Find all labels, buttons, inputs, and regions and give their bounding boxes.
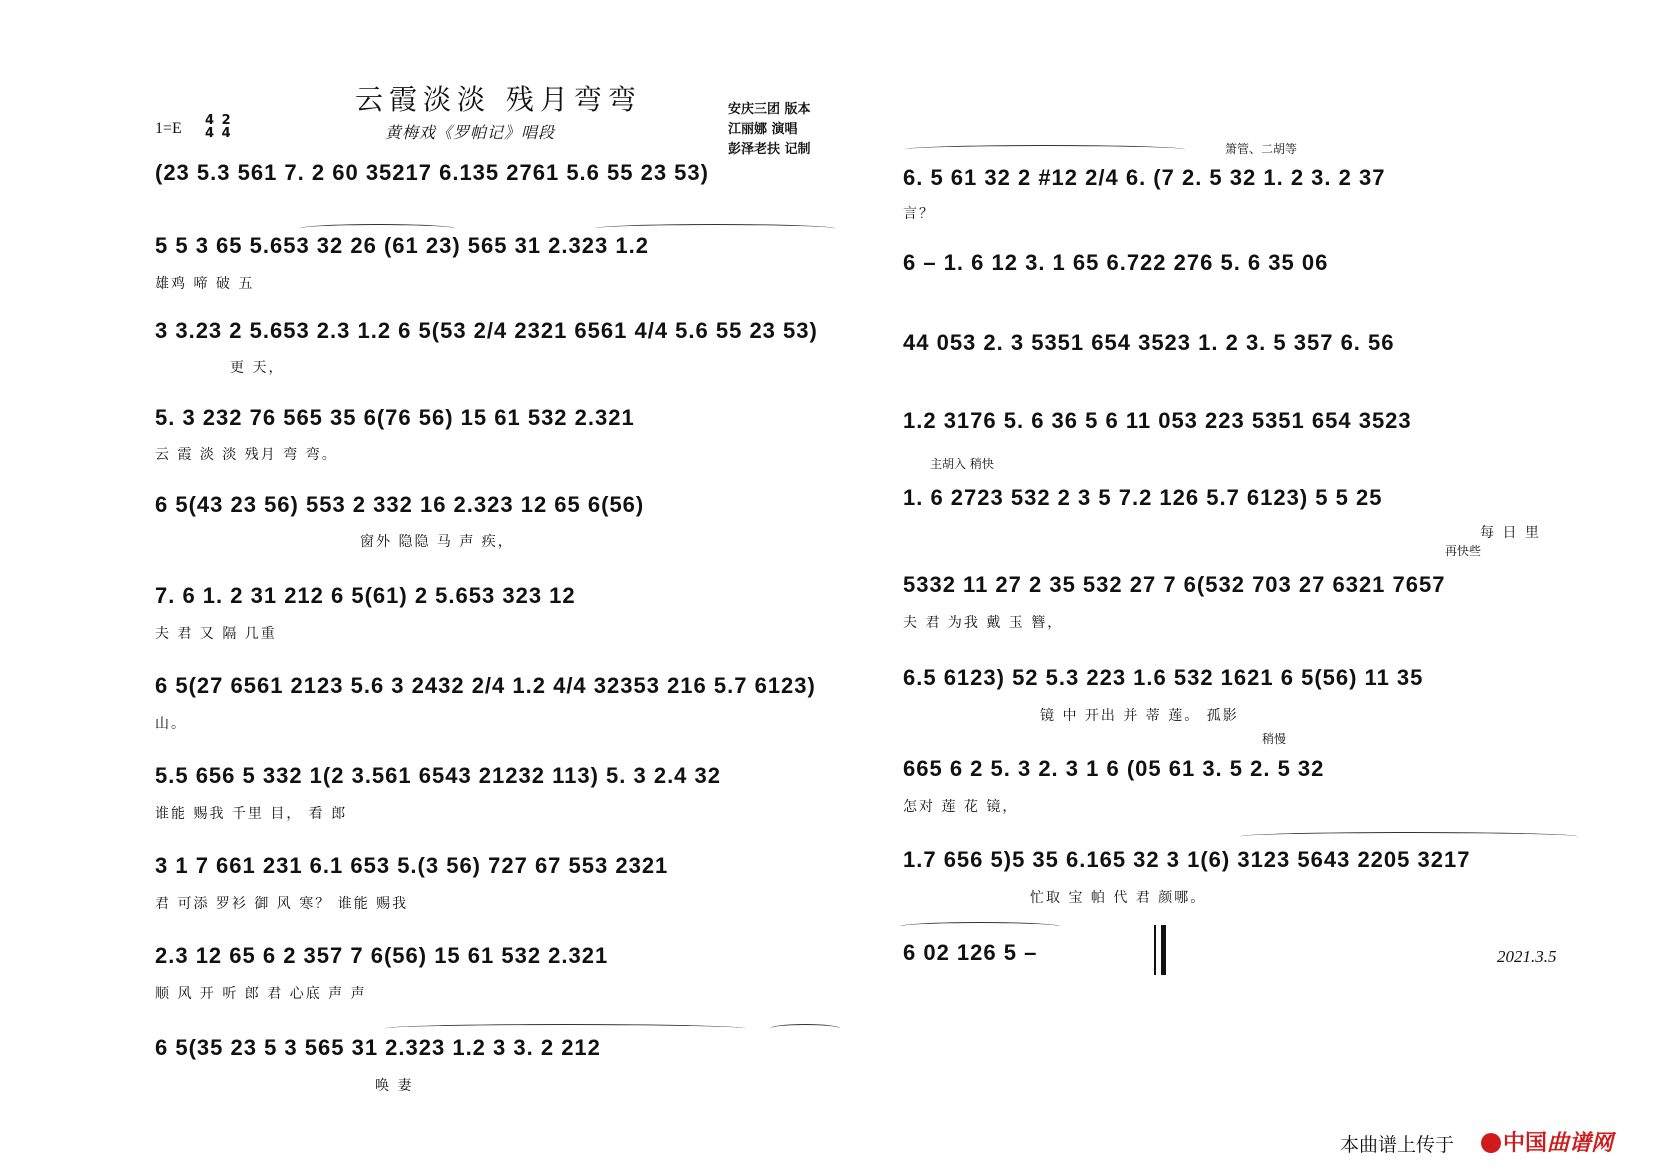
notation-row: 1.2 3176 5. 6 36 5 6 11 053 223 5351 654 3523	[903, 408, 1412, 433]
lyric-row: 云 霞 淡 淡 残月 弯 弯。	[155, 447, 338, 463]
lyric-row: 夫 君 为我 戴 玉 簪，	[903, 615, 1064, 631]
credit-line: 彭泽老扶 记制	[728, 142, 811, 157]
lyric-row: 更 天，	[230, 360, 285, 376]
notation-row: 5. 3 232 76 565 35 6(76 56) 15 61 532 2.321	[155, 405, 635, 430]
slur-mark	[595, 224, 835, 233]
final-barline	[1161, 925, 1166, 975]
notation-row: 2.3 12 65 6 2 357 7 6(56) 15 61 532 2.321	[155, 943, 609, 968]
logo-text-2: 曲谱网	[1547, 1131, 1614, 1156]
instrument-note: 再快些	[1445, 544, 1482, 558]
barline	[1154, 925, 1156, 975]
notation-row: 6 – 1. 6 12 3. 1 65 6.722 276 5. 6 35 06	[903, 250, 1329, 275]
notation-row: 3 3.23 2 5.653 2.3 1.2 6 5(53 2/4 2321 6561 4/4 5.6 55 23 53)	[155, 318, 818, 343]
notation-row: (23 5.3 561 7. 2 60 35217 6.135 2761 5.6 55 23 53)	[155, 160, 709, 185]
notation-row: 6 5(43 23 56) 553 2 332 16 2.323 12 65 6(56)	[155, 492, 645, 517]
slur-mark	[1240, 832, 1578, 841]
notation-row: 1.7 656 5)5 35 6.165 32 3 1(6) 3123 5643 2205 3217	[903, 847, 1471, 872]
lyric-row: 忙取 宝 帕 代 君 颜哪。	[1030, 890, 1207, 906]
lyric-row: 唤 妻	[375, 1078, 414, 1094]
time-signature	[205, 114, 234, 140]
notation-row: 44 053 2. 3 5351 654 3523 1. 2 3. 5 357 6. 56	[903, 330, 1395, 355]
notation-row: 1. 6 2723 532 2 3 5 7.2 126 5.7 6123) 5 5 25	[903, 485, 1383, 510]
notation-row: 665 6 2 5. 3 2. 3 1 6 (05 61 3. 5 2. 5 32	[903, 756, 1325, 781]
notation-row: 6.5 6123) 52 5.3 223 1.6 532 1621 6 5(56) 11 35	[903, 665, 1424, 690]
notation-row: 5.5 656 5 332 1(2 3.561 6543 21232 113) 5. 3 2.4 32	[155, 763, 722, 788]
lyric-row: 怎对 莲 花 镜，	[903, 799, 1019, 815]
lyric-row: 窗外 隐隐 马 声 疾，	[360, 534, 514, 550]
credits-block	[728, 100, 811, 160]
credit-line: 江丽娜 演唱	[728, 122, 798, 137]
instrument-note: 稍慢	[1262, 732, 1287, 746]
notation-row: 3 1 7 661 231 6.1 653 5.(3 56) 727 67 553 2321	[155, 853, 669, 878]
lyric-row: 谁能 赐我 千里 目， 看 郎	[155, 806, 348, 822]
slur-mark	[300, 224, 455, 233]
lyric-row: 夫 君 又 隔 几重	[155, 626, 277, 642]
score-subtitle: 黄梅戏《罗帕记》唱段	[385, 123, 556, 142]
slur-mark	[905, 145, 1185, 154]
lyric-row: 君 可添 罗衫 御 风 寒？ 谁能 赐我	[155, 896, 409, 912]
notation-row: 6 02 126 5 –	[903, 940, 1038, 965]
lyric-row: 每 日 里	[1480, 525, 1541, 541]
lyric-row: 雄鸡 啼 破 五	[155, 276, 255, 292]
notation-row: 7. 6 1. 2 31 212 6 5(61) 2 5.653 323 12	[155, 583, 576, 608]
notation-row: 5 5 3 65 5.653 32 26 (61 23) 565 31 2.323 1.2	[155, 233, 649, 258]
notation-row: 5332 11 27 2 35 532 27 7 6(532 703 27 6321 7657	[903, 572, 1446, 597]
key-signature: 1=E	[155, 120, 182, 137]
footer-text: 本曲谱上传于	[1340, 1134, 1455, 1156]
date-label: 2021.3.5	[1497, 947, 1557, 966]
notation-row: 6. 5 61 32 2 #12 2/4 6. (7 2. 5 32 1. 2 3. 2 37	[903, 165, 1386, 190]
notation-row: 6 5(35 23 5 3 565 31 2.323 1.2 3 3. 2 212	[155, 1035, 601, 1060]
logo-text-1: 中国	[1503, 1131, 1548, 1156]
slur-mark	[770, 1024, 840, 1033]
meter-num: 4	[205, 113, 215, 128]
logo-icon	[1481, 1133, 1501, 1153]
lyric-row: 山。	[155, 716, 187, 732]
lyric-row: 顺 风 开 听 郎 君 心底 声 声	[155, 986, 367, 1002]
site-logo[interactable]	[1481, 1126, 1613, 1157]
instrument-note: 主胡入 稍快	[930, 457, 994, 471]
instrument-note: 箫管、二胡等	[1225, 142, 1298, 156]
lyric-row: 镜 中 开出 并 蒂 莲。 孤影	[1040, 708, 1239, 724]
credit-line: 安庆三团 版本	[728, 102, 811, 117]
lyric-row: 言？	[903, 206, 935, 222]
meter-den: 4	[205, 126, 215, 141]
notation-row: 6 5(27 6561 2123 5.6 3 2432 2/4 1.2 4/4 32353 216 5.7 6123)	[155, 673, 816, 698]
meter-num: 2	[221, 113, 231, 128]
score-title: 云霞淡淡 残月弯弯	[355, 83, 642, 116]
slur-mark	[385, 1024, 745, 1033]
meter-den: 4	[221, 126, 231, 141]
slur-mark	[900, 922, 1060, 931]
